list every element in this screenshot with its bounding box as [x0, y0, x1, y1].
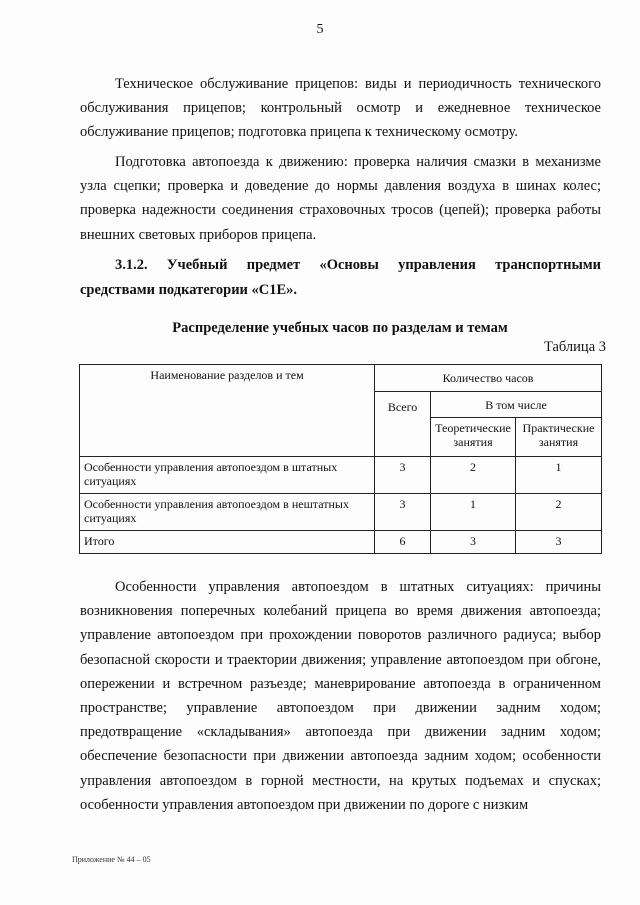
table-row: [80, 457, 602, 494]
row-name: Особенности управления автопоездом в нештатных ситуациях: [80, 494, 375, 531]
table-row-total: [80, 531, 602, 554]
row-name: Итого: [80, 531, 375, 554]
row-practice: 1: [516, 457, 602, 494]
header-hours: Количество часов: [375, 365, 602, 392]
page-number: 5: [316, 22, 324, 37]
header-name: Наименование разделов и тем: [80, 365, 375, 457]
row-total: 3: [375, 457, 431, 494]
header-total: Всего: [375, 392, 431, 457]
section-heading: 3.1.2. Учебный предмет «Основы управления транспортными средствами подкатегории «С1Е».: [80, 257, 601, 298]
paragraph-preparation: Подготовка автопоезда к движению: проверка наличия смазки в механизме узла сцепки; проверка и доведение до нормы давления воздуха в шинах колес; проверка надежности соединения страховочных тросов (цепей); проверка работы внешних световых приборов прицепа.: [80, 154, 601, 243]
row-theory: 3: [431, 531, 516, 554]
header-including: В том числе: [431, 392, 602, 418]
table-number: Таблица 3: [543, 339, 606, 355]
row-name: Особенности управления автопоездом в штатных ситуациях: [80, 457, 375, 494]
hours-table: [79, 364, 602, 554]
row-theory: 1: [431, 494, 516, 531]
row-practice: 3: [516, 531, 602, 554]
table-header-row: [80, 365, 602, 392]
paragraph-maintenance: Техническое обслуживание прицепов: виды и периодичность технического обслуживания прицепов; контрольный осмотр и ежедневное техническое обслуживание прицепов; подготовка прицепа к техническому осмотру.: [80, 76, 601, 141]
page-footer: Приложение № 44 – 05: [72, 855, 151, 864]
table-caption: Распределение учебных часов по разделам и темам: [172, 320, 508, 336]
row-total: 6: [375, 531, 431, 554]
row-theory: 2: [431, 457, 516, 494]
header-practice: Практические занятия: [516, 418, 602, 457]
row-practice: 2: [516, 494, 602, 531]
row-total: 3: [375, 494, 431, 531]
table-row: [80, 494, 602, 531]
header-theory: Теоретические занятия: [431, 418, 516, 457]
paragraph-driving-features: Особенности управления автопоездом в штатных ситуациях: причины возникновения поперечных колебаний прицепа во время движения автопоезда; управление автопоездом при прохождении поворотов различного радиуса; выбор безопасной скорости и траектории движения; управление автопоездом при обгоне, опережении и встречном разъезде; маневрирование автопоезда в ограниченном пространстве; управление автопоездом при движении задним ходом; предотвращение «складывания» автопоезда при движении задним ходом; обеспечение безопасности при движении автопоезда задним ходом; особенности управления автопоездом в горной местности, на крутых подъемах и спусках; особенности управления автопоездом при движении по дороге с низким: [80, 579, 601, 813]
